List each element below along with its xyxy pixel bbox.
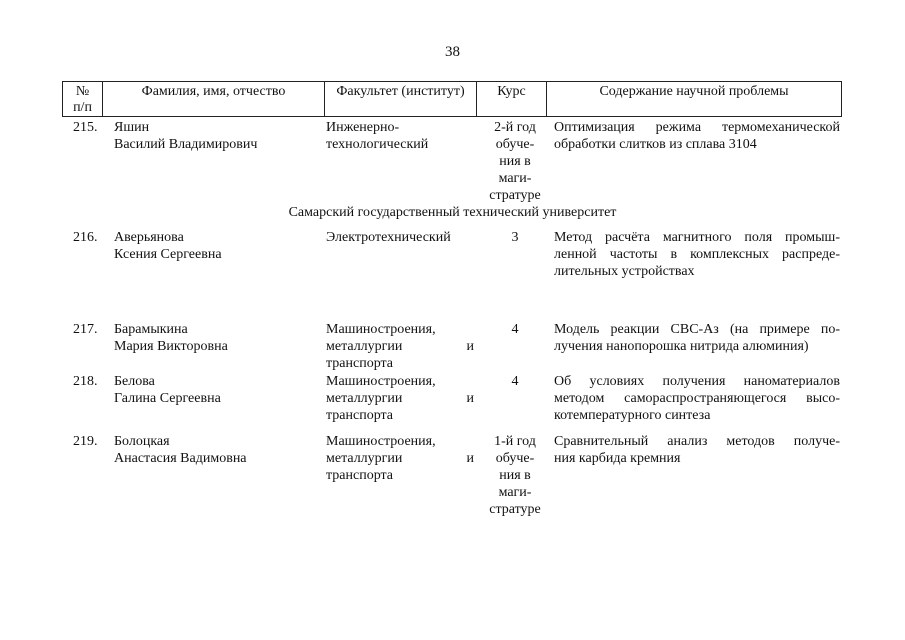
row-faculty-line: технологический [326,137,429,152]
row-course-line: ния в [499,154,531,169]
row-faculty-line: транспорта [326,356,394,371]
row-course-line: 4 [511,322,519,337]
row-faculty-line: Электротехнический [326,230,451,245]
row-faculty-word: металлургии [326,339,403,354]
row-number: 219. [73,434,98,449]
row-topic-line: Сравнительный анализ методов получе- [554,434,840,449]
row-faculty [326,229,474,246]
row-surname: Барамыкина [114,322,188,337]
row-course [484,321,546,338]
row-number: 216. [73,230,98,245]
row-topic [554,229,840,280]
row-faculty [326,119,474,153]
row-course [484,229,546,246]
row-course-line: стратуре [489,502,541,517]
row-name [114,373,314,407]
row-surname: Яшин [114,120,150,135]
row-name [114,229,314,263]
row-topic-line: Оптимизация режима термомеханической [554,120,840,135]
row-course [484,119,546,204]
row-topic [554,373,840,424]
row-topic-line: ния карбида кремния [554,451,681,466]
row-course-line: обуче- [495,137,535,152]
row-course-line: 3 [511,230,519,245]
row-faculty-word: металлургии [326,451,403,466]
header-name: Фамилия, имя, отчество [102,82,324,116]
row-given-names: Ксения Сергеевна [114,247,222,262]
row-course-line: 4 [511,374,519,389]
row-topic-line: ленной частоты в комплексных распреде- [554,247,840,262]
row-surname: Аверьянова [114,230,184,245]
row-faculty-line: транспорта [326,468,394,483]
row-course-line: обуче- [495,451,535,466]
row-faculty [326,433,474,484]
row-faculty-line: Машиностроения, [326,322,436,337]
row-course-line: 2-й год [494,120,536,135]
row-faculty [326,373,474,424]
row-surname: Болоцкая [114,434,170,449]
row-faculty-line [326,390,474,407]
row-given-names: Галина Сергеевна [114,391,221,406]
row-course-line: ния в [499,468,531,483]
row-course-line: 1-й год [494,434,536,449]
header-num-sub-label: п/п [73,100,92,115]
row-faculty-line: Машиностроения, [326,374,436,389]
row-topic [554,321,840,355]
row-faculty-word: и [466,339,474,354]
row-topic-line: Об условиях получения наноматериалов [554,374,840,389]
row-course-line: маги- [498,485,532,500]
row-name [114,321,314,355]
row-topic-line: Модель реакции СВС-Аз (на примере по- [554,322,840,337]
row-faculty-word: и [466,451,474,466]
row-number: 218. [73,374,98,389]
header-num-label: № [75,84,90,99]
row-topic [554,119,840,153]
row-name [114,433,314,467]
row-topic-line: котемпературного синтеза [554,408,711,423]
row-topic [554,433,840,467]
header-topic: Содержание научной проблемы [546,82,841,116]
header-course: Курс [476,82,546,116]
header-faculty: Факультет (институт) [324,82,476,116]
row-faculty-word: и [466,391,474,406]
row-name [114,119,314,153]
section-title: Самарский государственный технический университет [288,205,617,220]
row-course [484,373,546,390]
row-number: 217. [73,322,98,337]
row-faculty-line [326,450,474,467]
row-topic-line: лучения нанопорошка нитрида алюминия) [554,339,809,354]
row-topic-line: Метод расчёта магнитного поля промыш- [554,230,840,245]
row-faculty-word: металлургии [326,391,403,406]
row-faculty [326,321,474,372]
row-faculty-line: Машиностроения, [326,434,436,449]
row-given-names: Анастасия Вадимовна [114,451,247,466]
row-faculty-line [326,338,474,355]
row-faculty-line: транспорта [326,408,394,423]
row-faculty-line: Инженерно- [326,120,400,135]
row-course-line: маги- [498,171,532,186]
row-course [484,433,546,518]
row-topic-line: лительных устройствах [554,264,695,279]
row-topic-line: методом самораспространяющегося высо- [554,391,840,406]
row-surname: Белова [114,374,155,389]
row-given-names: Василий Владимирович [114,137,258,152]
row-number: 215. [73,120,98,135]
row-given-names: Мария Викторовна [114,339,228,354]
row-topic-line: обработки слитков из сплава 3104 [554,137,757,152]
row-course-line: стратуре [489,188,541,203]
page-number: 38 [445,44,460,60]
